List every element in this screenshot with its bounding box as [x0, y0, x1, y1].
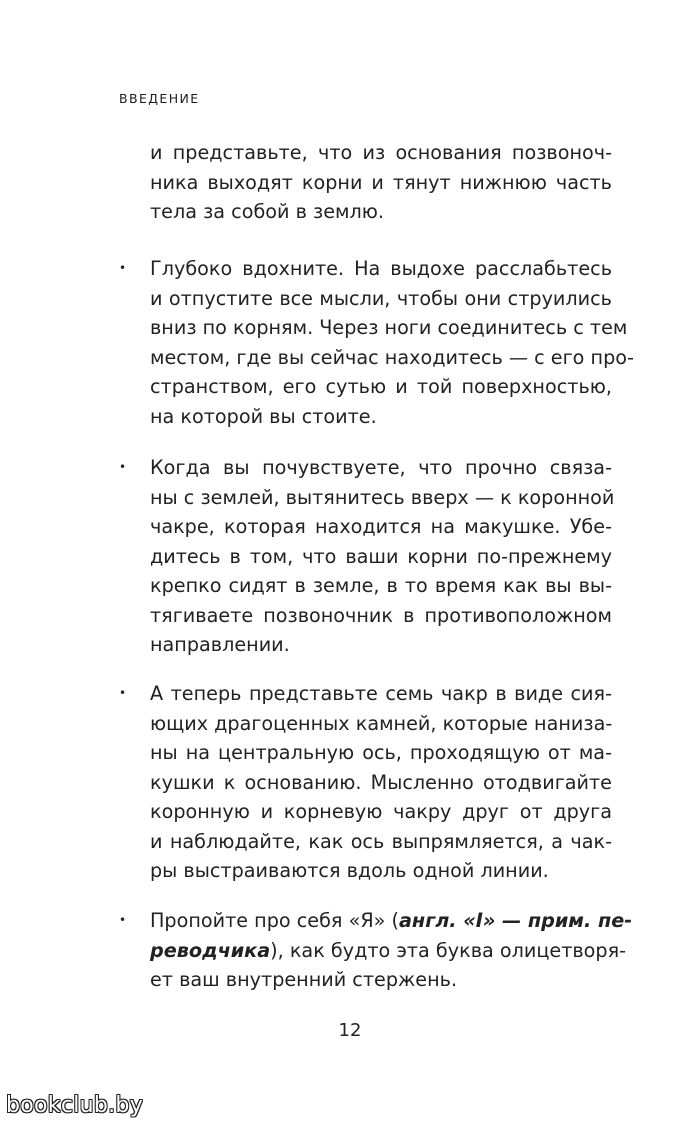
text-line: тела за собой в землю. [150, 200, 384, 223]
text-run: Пропойте про себя «Я» ( [150, 909, 399, 932]
text-line: и отпустите все мысли, чтобы они струились [150, 286, 612, 310]
text-line: А теперь представьте семь чакр в виде сия- [150, 682, 612, 705]
text-line: и представьте, что из основания позвоноч- [150, 141, 612, 164]
text-line: ны с землей, вытянитесь вверх — к коронной [150, 485, 615, 509]
bullet-marker: • [119, 913, 127, 927]
running-header: ВВЕДЕНИЕ [119, 91, 200, 106]
text-line: ны на центральную ось, проходящую от ма- [150, 741, 612, 764]
text-line: вниз по корням. Через ноги соединитесь с тем [150, 316, 628, 339]
text-line: ры выстраиваются вдоль одной линии. [150, 859, 549, 882]
text-line: чакре, которая находится на макушке. Убе- [150, 515, 612, 538]
text-line: на которой вы стоите. [150, 404, 377, 428]
text-line: и наблюдайте, как ось выпрямляется, а чак- [150, 829, 612, 853]
text-line: кушки к основанию. Мысленно отодвигайте [150, 770, 612, 794]
text-line: ника выходят корни и тянут нижнюю часть [150, 170, 612, 194]
text-line: направлении. [150, 633, 290, 656]
bullet-marker: • [119, 460, 127, 474]
text-line [150, 936, 627, 966]
text-line: дитесь в том, что ваши корни по-прежнему [150, 544, 612, 568]
text-line: Когда вы почувствуете, что прочно связа- [150, 456, 612, 479]
text-line: ет ваш внутренний стержень. [150, 968, 458, 991]
list-item [150, 254, 634, 431]
watermark: bookclub.by [6, 1093, 144, 1118]
text-line: странством, его сутью и той поверхностью, [150, 375, 612, 398]
text-line: коронную и корневую чакру друг от друга [150, 800, 612, 823]
bullet-marker: • [119, 261, 127, 275]
text-line: местом, где вы сейчас находитесь — с его про- [150, 345, 634, 369]
continuation-paragraph [150, 138, 612, 227]
bullet-marker: • [119, 686, 127, 700]
list-item [150, 453, 615, 660]
list-item [150, 679, 612, 886]
text-line: тягиваете позвоночник в противоположном [150, 603, 612, 627]
translator-note: англ. «I» — прим. пе- [398, 909, 633, 932]
page-number: 12 [338, 1020, 362, 1041]
text-line: Глубоко вдохните. На выдохе расслабьтесь [150, 257, 612, 280]
text-line: ющих драгоценных камней, которые нанизa- [150, 711, 613, 735]
list-item [150, 906, 633, 995]
translator-note: реводчика [150, 938, 271, 962]
text-line [150, 906, 633, 936]
text-run: ), как будто эта буква олицетворя- [270, 938, 627, 962]
text-line: крепко сидят в земле, в то время как вы вы- [150, 574, 612, 597]
